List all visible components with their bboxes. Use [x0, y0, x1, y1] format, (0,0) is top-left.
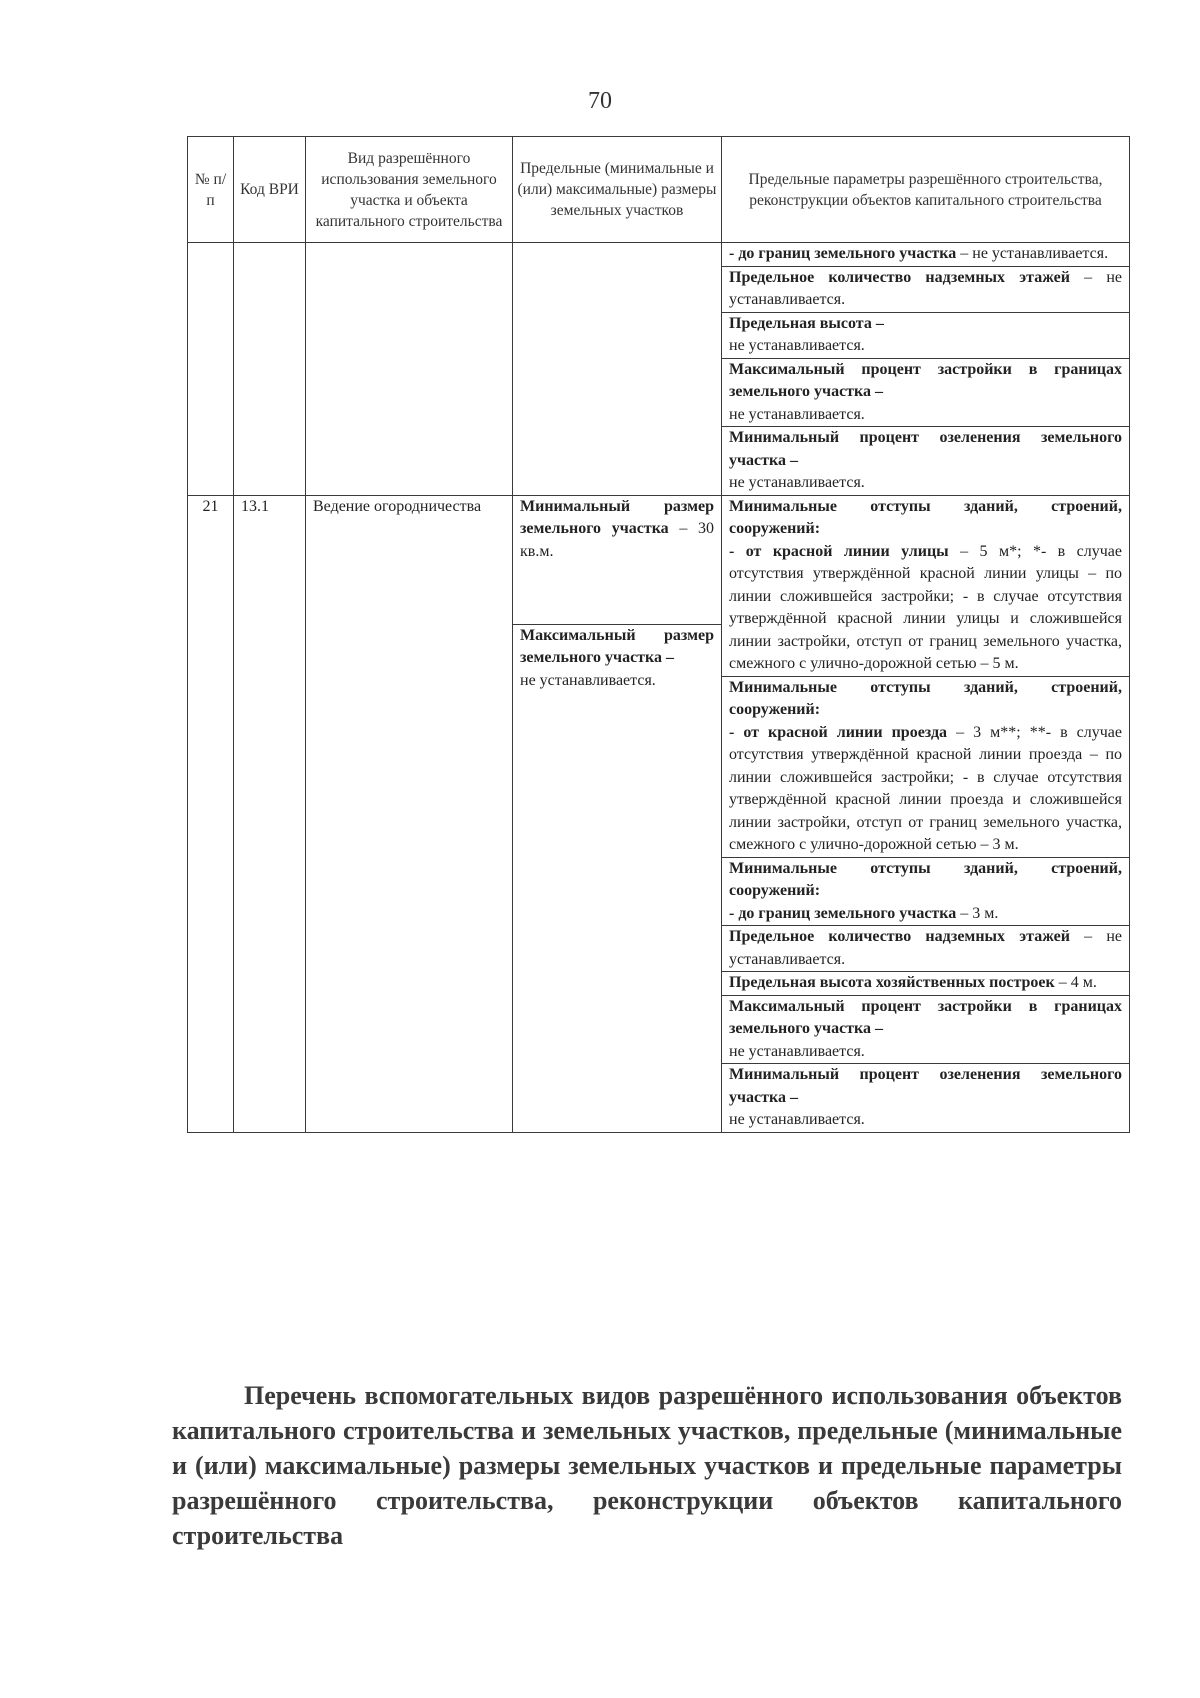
empty-use-cell — [306, 243, 513, 496]
param-cell: Максимальный процент застройки в границах земельного участка – не устанавливается. — [722, 358, 1130, 427]
empty-size-cell — [513, 243, 722, 496]
header-code: Код ВРИ — [234, 137, 306, 243]
page-number: 70 — [588, 88, 612, 114]
param-cell: Предельное количество надземных этажей – не устанавливается. — [722, 266, 1130, 312]
header-sizes: Предельные (минимальные и (или) максимальные) размеры земельных участков — [513, 137, 722, 243]
param-cell: Максимальный процент застройки в границах земельного участка – не устанавливается. — [722, 995, 1130, 1064]
table-row — [188, 243, 1130, 267]
param-cell: Предельное количество надземных этажей – не устанавливается. — [722, 926, 1130, 972]
param-cell: Минимальные отступы зданий, строений, сооружений: - от красной линии проезда – 3 м**; **- в случае отсутствия утверждённой красной линии проезда – по линии сложившейся застройки; - в случае отсутствия утверждённой красной линии проезда и сложившейся линии застройки, отступ от границ земельного участка, смежного с улично-дорожной сетью – 3 м. — [722, 676, 1130, 857]
table-header-row — [188, 137, 1130, 243]
param-cell: Минимальные отступы зданий, строений, сооружений: - до границ земельного участка – 3 м. — [722, 857, 1130, 926]
param-cell: Минимальные отступы зданий, строений, сооружений: - от красной линии улицы – 5 м*; *- в случае отсутствия утверждённой красной линии улицы – по линии сложившейся застройки; - в случае отсутствия утверждённой красной линии улицы и сложившейся линии застройки, отступ от границ земельного участка, смежного с улично-дорожной сетью – 5 м. — [722, 495, 1130, 676]
row-num: 21 — [188, 495, 234, 1132]
table-row — [188, 495, 1130, 676]
param-cell: Минимальный процент озеленения земельного участка – не устанавливается. — [722, 1064, 1130, 1133]
param-cell: Предельная высота – не устанавливается. — [722, 312, 1130, 358]
header-params: Предельные параметры разрешённого строительства, реконструкции объектов капитального строительства — [722, 137, 1130, 243]
param-cell: Предельная высота хозяйственных построек – 4 м. — [722, 972, 1130, 996]
header-use: Вид разрешённого использования земельного участка и объекта капитального строительства — [306, 137, 513, 243]
row-use: Ведение огородничества — [306, 495, 513, 1132]
param-cell: Минимальный процент озеленения земельного участка – не устанавливается. — [722, 427, 1130, 496]
empty-code-cell — [234, 243, 306, 496]
row-sizes — [513, 495, 722, 1132]
parameters-table — [187, 136, 1130, 1133]
row-code: 13.1 — [234, 495, 306, 1132]
min-size-block: Минимальный размер земельного участка – 30 кв.м. — [513, 496, 721, 625]
header-num: № п/п — [188, 137, 234, 243]
section-heading: Перечень вспомогательных видов разрешённого использования объектов капитального строительства и земельных участков, предельные (минимальные и (или) максимальные) размеры земельных участков и предельные параметры разрешённого строительства, реконструкции объектов капитального строительства — [172, 1381, 1122, 1550]
max-size-block: Максимальный размер земельного участка – не устанавливается. — [520, 626, 714, 689]
param-cell: - до границ земельного участка – не устанавливается. — [722, 243, 1130, 267]
empty-num-cell — [188, 243, 234, 496]
